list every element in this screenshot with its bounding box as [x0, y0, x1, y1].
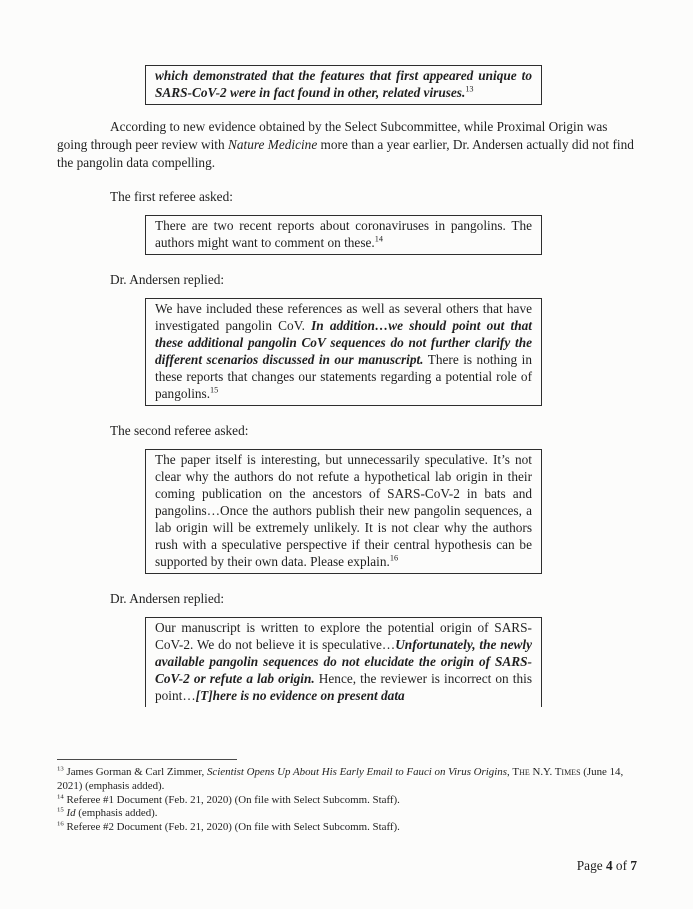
quote-text-andersen-reply2: Our manuscript is written to explore the potential origin of SARS-CoV-2. We do not believe it is speculative…Unfortunately, the newly available pangolin sequences do not elucidate the origin of SARS-CoV-2 or refute a lab origin. Hence, the reviewer is incorrect on this point…[T]here is no evidence on present data	[155, 620, 532, 703]
quote-box-andersen-reply1	[145, 298, 542, 406]
quote-text-andersen-reply1: We have included these references as well as several others that have investigated pangolin CoV. In addition…we should point out that these additional pangolin CoV sequences do not further clarify the different scenarios discussed in our manuscript. There is nothing in these reports that changes our statements regarding a potential role of pangolins.$^{15}$	[155, 301, 533, 401]
quote-text-referee2: The paper itself is interesting, but unnecessarily speculative. It’s not clear why the authors do not refute a hypothetical lab origin in their coming publication on the ancestors of SARS-CoV-2 in bats and pangolins…Once the authors publish their new pangolin sequences, a lab origin will be extremely unlikely. It is not clear why the authors rush with a speculative perspective if their central hypothesis can be supported by their own data. Please explain.$^{16}$	[155, 452, 532, 569]
quote-text-continued: which demonstrated that the features that first appeared unique to SARS-CoV-2 were in fact found in other, related viruses.$^{13}$	[155, 68, 532, 100]
footnotes-section	[57, 759, 637, 835]
quote-box-referee1	[145, 215, 542, 255]
intro-paragraph: According to new evidence obtained by the Select Subcommittee, while Proximal Origin was going through peer review with Nature Medicine more than a year earlier, Dr. Andersen actually did not find the pangolin data compelling.	[57, 119, 634, 170]
second-referee-label: The second referee asked:	[110, 423, 249, 438]
quote-box-referee2	[145, 449, 542, 574]
footnote-separator	[57, 759, 237, 760]
andersen-replied-label-2: Dr. Andersen replied:	[110, 591, 225, 606]
footnote-14: $^{14}$ Referee #1 Document (Feb. 21, 2020) (On file with Select Subcomm. Staff).	[57, 792, 400, 806]
first-referee-label: The first referee asked:	[110, 189, 233, 204]
footnote-15: $^{15}$ Id (emphasis added).	[57, 806, 158, 820]
footnote-13: $^{13}$ James Gorman & Carl Zimmer, Scientist Opens Up About His Early Email to Fauci on Virus Origins, The N.Y. Times (June 14, 2021) (emphasis added).	[57, 765, 624, 792]
quote-text-referee1: There are two recent reports about coronaviruses in pangolins. The authors might want to comment on these.$^{14}$	[155, 218, 532, 250]
quote-box-continued-top	[145, 65, 542, 105]
page-number: Page 4 of 7	[576, 857, 637, 873]
quote-box-andersen-reply2	[145, 617, 542, 707]
andersen-replied-label-1: Dr. Andersen replied:	[110, 272, 225, 287]
footnote-16: $^{16}$ Referee #2 Document (Feb. 21, 2020) (On file with Select Subcomm. Staff).	[57, 820, 400, 834]
